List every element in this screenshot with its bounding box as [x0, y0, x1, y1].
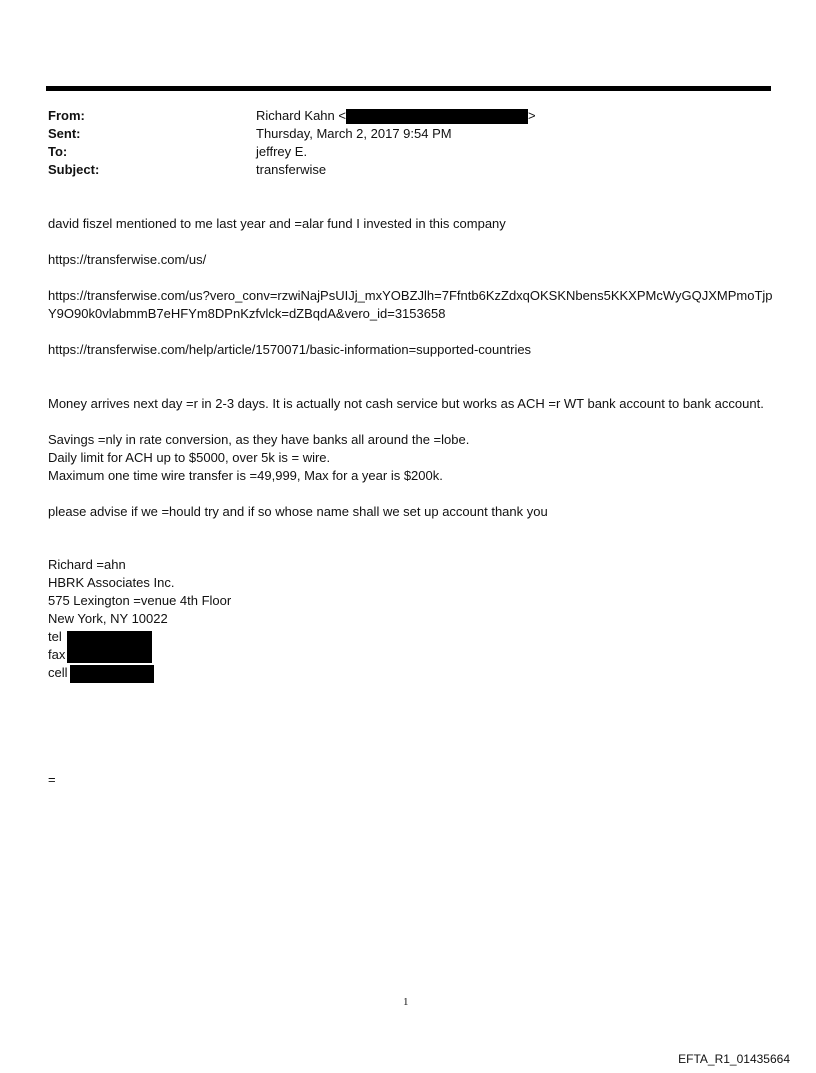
link-supported-countries[interactable]: https://transferwise.com/help/article/1570071/basic-information=supported-countries — [48, 342, 532, 357]
subject-label: Subject: — [48, 162, 100, 177]
signature-address2: New York, NY 10022 — [48, 611, 168, 626]
from-name: Richard Kahn < — [256, 108, 346, 123]
signature-cell-label: cell — [48, 665, 68, 680]
fax-redaction — [67, 647, 152, 663]
link-transferwise-us[interactable]: https://transferwise.com/us/ — [48, 252, 207, 267]
body-intro: david fiszel mentioned to me last year and =alar fund I invested in this company — [48, 216, 506, 231]
to-label: To: — [48, 144, 68, 159]
tel-redaction — [67, 631, 152, 648]
body-savings: Savings =nly in rate conversion, as they have banks all around the =lobe. — [48, 432, 470, 447]
signature-fax-label: fax — [48, 647, 66, 662]
sent-label: Sent: — [48, 126, 81, 141]
cell-redaction — [70, 665, 154, 683]
sent-value: Thursday, March 2, 2017 9:54 PM — [256, 126, 452, 141]
from-label: From: — [48, 108, 85, 123]
from-value — [256, 107, 536, 125]
signature-tel-label: tel — [48, 629, 62, 644]
body-advise: please advise if we =hould try and if so whose name shall we set up account thank you — [48, 504, 548, 519]
to-value: jeffrey E. — [256, 144, 308, 159]
signature-name: Richard =ahn — [48, 557, 126, 572]
stray-equals: = — [48, 772, 56, 787]
redaction-bar — [346, 109, 528, 124]
signature-address1: 575 Lexington =venue 4th Floor — [48, 593, 232, 608]
page-number: 1 — [403, 996, 409, 1008]
body-daily-limit: Daily limit for ACH up to $5000, over 5k is = wire. — [48, 450, 331, 465]
body-maximum: Maximum one time wire transfer is =49,999, Max for a year is $200k. — [48, 468, 443, 483]
link-transferwise-vero[interactable]: https://transferwise.com/us?vero_conv=rzwiNajPsUIJj_mxYOBZJlh=7Ffntb6KzZdxqOKSKNbens5KKXPMcWyGQJXMPmoTjpY9O90k0vlabmmB7eHFYm8DPnKzfvlck=dZBqdA&vero_id=3153658 — [48, 288, 773, 321]
subject-value: transferwise — [256, 162, 327, 177]
body-money-arrives: Money arrives next day =r in 2-3 days. It is actually not cash service but works as ACH =r WT bank account to bank account. — [48, 396, 764, 411]
signature-company: HBRK Associates Inc. — [48, 575, 175, 590]
header-rule — [46, 86, 771, 91]
from-close: > — [527, 108, 536, 123]
document-id: EFTA_R1_01435664 — [678, 1052, 790, 1066]
